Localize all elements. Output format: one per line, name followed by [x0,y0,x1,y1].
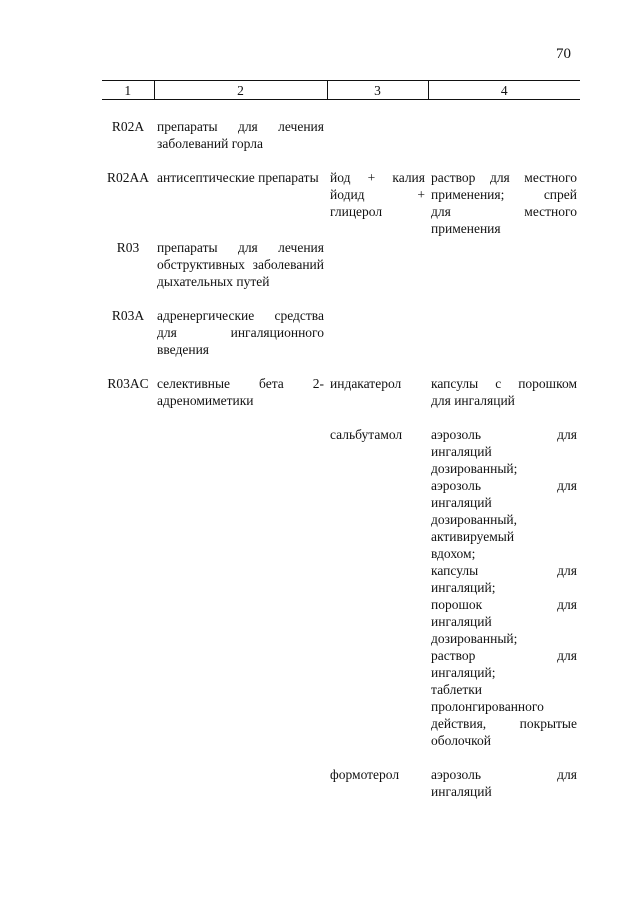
dosage-form-line: аэрозоль для [431,767,577,782]
group-name-cell: селективные бета 2-адреномиметики [157,376,324,408]
dosage-forms-cell [428,409,580,749]
table-row [102,749,580,800]
drug-name-cell: йод + калия йодид + глицерол [330,170,425,219]
dosage-form-line: капсулы с порошком [431,376,577,391]
table-row [102,100,580,153]
dosage-form-line: капсулы для [431,563,577,578]
drug-name-cell [327,100,428,153]
drug-name-cell [327,290,428,358]
dosage-form-line: ингаляций; [431,665,496,680]
dosage-form-line: раствор для [431,648,577,663]
group-name-cell: антисептические препараты [157,170,319,185]
dosage-form-line: таблетки [431,682,483,697]
group-name-cell [154,749,327,800]
atc-code-cell: R02AA [106,170,149,185]
drug-name-cell: сальбутамол [330,427,403,442]
dosage-form-line: для ингаляций [431,393,515,408]
column-header-3: 3 [327,81,428,100]
atc-code-cell: R02A [111,119,145,134]
group-name-cell: препараты для лечения обструктивных заболеваний дыхательных путей [157,240,324,289]
atc-code-cell: R03AC [107,376,149,391]
column-header-1: 1 [102,81,154,100]
dosage-form-line: раствор для местного [431,170,577,185]
table-row [102,152,580,237]
dosage-form-line: ингаляций [431,614,492,629]
dosage-form-line: активируемый [431,529,515,544]
dosage-form-line: ингаляций [431,495,492,510]
atc-code-cell [102,409,154,749]
dosage-forms-cell [428,290,580,358]
dosage-form-line: аэрозоль для [431,427,577,442]
atc-code-cell [102,749,154,800]
dosage-form-line: применения [431,221,501,236]
atc-code-cell: R03A [111,308,145,323]
page-number: 70 [556,46,571,62]
dosage-form-line: применения; спрей [431,187,577,202]
dosage-form-line: дозированный, [431,512,517,527]
dosage-form-line: дозированный; [431,631,518,646]
dosage-forms-cell [428,749,580,800]
table-row [102,290,580,358]
column-header-2: 2 [154,81,327,100]
column-header-4: 4 [428,81,580,100]
dosage-form-line: ингаляций [431,444,492,459]
atc-code-cell: R03 [116,240,140,255]
group-name-cell: адренергические средства для ингаляционного введения [157,308,324,357]
group-name-cell: препараты для лечения заболеваний горла [157,119,324,151]
dosage-form-line: оболочкой [431,733,491,748]
dosage-form-line: порошок для [431,597,577,612]
dosage-form-line: ингаляций [431,784,492,799]
table-row [102,409,580,749]
dosage-form-line: ингаляций; [431,580,496,595]
table-row [102,358,580,409]
group-name-cell [154,409,327,749]
table-header-row [102,81,580,100]
dosage-forms-cell [428,358,580,409]
dosage-forms-cell [428,237,580,290]
drug-name-cell [327,237,428,290]
dosage-forms-cell [428,152,580,237]
dosage-form-line: пролонгированного [431,699,544,714]
table-row [102,237,580,290]
dosage-form-line: вдохом; [431,546,476,561]
dosage-form-line: аэрозоль для [431,478,577,493]
medicines-table [102,80,580,800]
dosage-form-line: дозированный; [431,461,518,476]
drug-name-cell: индакатерол [330,376,402,391]
dosage-form-line: действия, покрытые [431,716,577,731]
drug-name-cell: формотерол [330,767,400,782]
dosage-form-line: для местного [431,204,577,219]
dosage-forms-cell [428,100,580,153]
